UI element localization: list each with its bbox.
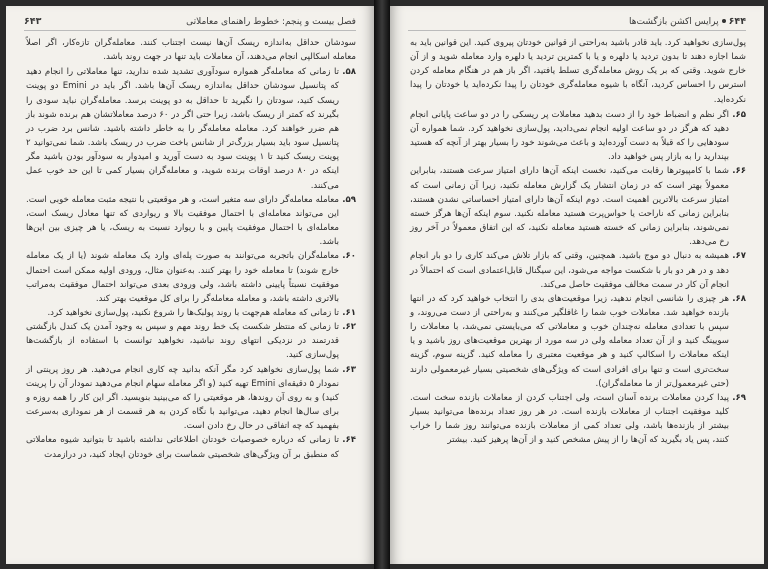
item-number: ۶۳. [342,364,356,375]
right-page-header [408,16,746,31]
list-item [410,249,746,291]
list-item [410,164,746,249]
right-header-title-text: پرایس اکشن بازگشت‌ها [629,17,719,27]
book-gutter [374,0,390,569]
list-item [410,391,746,448]
list-item [26,363,356,434]
item-number: ۶۶. [732,166,746,177]
item-text: تا زمانی که منتظر شکست یک خط روند مهم و سپس به وجود آمدن یک کندل بازگشتی قدرتمند در نزدیکی انتهای روند نباشید، نخواهید توانست با استفاده از بازگشت‌ها پول‌سازی کنید. [26,322,339,361]
item-number: ۵۸. [342,67,356,78]
left-intro-paragraph: سودشان حداقل به‌اندازه ریسک آن‌ها نیست اجتناب کنند. معامله‌گران تازه‌کار، اگر اصلاً معامله اسکالپی انجام می‌دهند، آن معاملات باید تنها در جهت روند باشد. [26,38,356,63]
left-header-title: فصل بیست و پنجم: خطوط راهنمای معاملاتی [186,17,356,27]
item-text: تا زمانی که معامله هم‌جهت با روند پولبک‌ها را شروع نکنید، پول‌سازی نخواهید کرد. [47,307,339,318]
list-item [26,65,356,192]
list-item [26,320,356,362]
item-text: شما پول‌سازی نخواهید کرد مگر آنکه بدانید چه کاری انجام می‌دهید. هر روز پرینتی از نمودار ۵ دقیقه‌ای Emini تهیه کنید (و اگر معامله سهام انجام می‌دهید نمودار آن را پرینت کنید) و به روی آن روندها، هر موقعیتی را که می‌بینید بنویسید. اگر این کار را همه روزه و برای سال‌ها انجام دهید، می‌توانید با نگاه کردن به هر قسمت از هر نموداری به‌سرعت بفهمید که چه اتفاقی در حال رخ دادن است. [26,364,339,432]
item-number: ۶۰. [342,251,356,262]
list-item [26,249,356,306]
item-text: پیدا کردن معاملات برنده آسان است، ولی اجتناب کردن از معاملات بازنده سخت است. کلید موفقیت اجتناب از معاملات بازنده است. در هر روز تعداد برنده‌ها می‌توانید بسیار بیشتر از بازنده‌ها باشد، ولی تعداد کمی از معاملات بازنده می‌توانند روز شما را خراب کنند، پس یاد بگیرید که آن‌ها را از پیش مشخص کنید و از آن‌ها پرهیز کنید. بیشتر [410,392,729,446]
list-item [26,193,356,250]
item-number: ۶۱. [342,307,356,318]
list-item [26,306,356,320]
list-item [410,108,746,165]
right-header-title [629,16,746,28]
item-number: ۶۹. [732,392,746,403]
item-text: تا زمانی که درباره خصوصیات خودتان اطلاعاتی نداشته باشید تا بتوانید شیوه معاملاتی که منطبق بر آن ویژگی‌های شخصیتی شماست برای خودتان ایجاد کنید، در درازمدت [26,435,339,460]
list-item [410,292,746,391]
item-text: معامله معامله‌گر دارای سه متغیر است، و هر موقعیتی با نتیجه مثبت معامله خوبی است. این می‌تواند معامله‌ای با احتمال موفقیت بالا و ریواردی که تنها معادل ریسک است، معامله‌ای با احتمال موفقیت پایین و با ریوارد نسبت به ریسک، یا هر چیزی بین این‌ها باشد. [26,194,339,248]
right-page [390,6,764,564]
item-number: ۶۷. [732,251,746,262]
right-intro-paragraph: پول‌سازی نخواهید کرد. باید قادر باشید به‌راحتی از قوانین خودتان پیروی کنید. این قوانین باید به شما اجازه دهند تا بدون تردید یا دلهره و یا با کمترین تردید یا دلهره وارد معامله شوید و از آن خارج شوید. وقتی که بر یک روش معامله‌گری تسلط یافتید، اگر باز هم در هنگام معامله کردن استرس را احساس کردید، آنگاه با شیوه معامله‌گری خودتان را پیدا نکرده‌اید یا خودتان را پیدا نکرده‌اید. [410,38,746,105]
left-page-body [26,36,356,556]
item-text: شما با کامپیوترها رقابت می‌کنید، نخست اینکه آن‌ها دارای امتیاز سرعت هستند، بنابراین معمولاً بهتر است که در زمان انتشار یک گزارش معامله نکنید، زیرا آن زمانی است که امتیاز سرعت بالاترین اهمیت است. دوم اینکه آن‌ها دارای امتیاز احساساتی نشدن هستند، بنابراین زمانی که ناراحت یا حواس‌پرت هستید معامله نکنید. سوم اینکه آن‌ها هرگز خسته نمی‌شوند، بنابراین زمانی که خسته هستید معامله نکنید، که این اتفاق معمولاً در آخر روز رخ می‌دهد. [410,166,729,248]
bullet-icon [722,19,726,23]
item-number: ۶۲. [342,322,356,333]
left-page-header [24,16,356,31]
left-page [6,6,374,564]
left-page-number: ۶۴۳ [24,16,42,27]
item-text: تا زمانی که معامله‌گر همواره سودآوری تشدید شده ندارید، تنها معاملاتی را انجام دهید که پتانسیل سودشان حداقل به‌اندازه ریسک آن‌ها باشد. اگر باید در Emini دو پوینت ریسک کنید، سودتان را نگیرید تا حداقل به دو پوینت برسد. معامله‌گران نباید سودی را بگیرند که کمتر از ریسک باشد، زیرا حتی اگر در ۶۰ درصد معاملاتشان هم برنده شوند باز هم ضرر خواهند کرد. معامله معامله‌گر را به خاطر داشته باشید. شانس برد ضرب در پتانسیل سود باید بسیار بزرگ‌تر از شانس باخت ضرب در ریسک باشد. شما نمی‌توانید ۲ پوینت ریسک کنید تا ۱ پوینت سود به دست آورید و امیدوار به سودآور بودن باشید مگر اینکه در ۸۰ درصد اوقات برنده شوید، و معامله‌گران بسیار کمی تا این حد خوب عمل می‌کنند. [26,67,340,191]
item-text: معامله‌گران باتجربه می‌توانند به صورت پله‌ای وارد یک معامله شوند (یا از یک معامله خارج شوند) تا معامله خود را بهتر کنند. به‌عنوان مثال، ورودی اولیه ممکن است احتمال موفقیت نسبتاً پایینی داشته باشد، ولی ورودی بعدی می‌تواند احتمال موفقیت به‌مراتب بالاتری داشته باشد، و معامله معامله‌گر را برای کل موقعیت بهتر کند. [26,251,339,304]
item-text: اگر نظم و انضباط خود را از دست بدهید معاملات پر ریسکی را در دو ساعت پایانی انجام دهید که هرگز در دو ساعت اولیه انجام نمی‌دادید، پول‌سازی نخواهید کرد. شما همواره آن سودهایی را که قبلاً به دست آورده‌اید و باعث می‌شوند خود را بسیار بهتر از آنچه که هستید بپندارید را به بازار پس خواهید داد. [410,109,729,163]
item-number: ۵۹. [342,194,356,205]
item-number: ۶۸. [732,293,746,304]
right-page-body [410,36,746,556]
right-page-number: ۶۴۴ [728,16,746,27]
item-number: ۶۵. [732,109,746,120]
item-text: هر چیزی را شانسی انجام ندهید، زیرا موقعیت‌های بدی را انتخاب خواهید کرد که در انتها بازنده خواهید شد. معاملات خوب شما را غافلگیر می‌کنند و به‌راحتی از دست می‌روند، و سپس با تعدادی معامله نه‌چندان خوب و معاملاتی که می‌بایستی نمی‌شد، با معاملات را سویینگ کنید و از آن تعداد معامله ولی در سه مورد از بهترین موقعیت‌های روز باشید و یا اینکه معاملات را اسکالپ کنید و هر موقعیت معتبری را معامله کنید. گزینه سوم، گزینه سخت‌تری است و تنها برای افرادی است که ویژگی‌های شخصیتی بسیار غیرمعمولی دارند (حتی غیرمعمول‌تر از ما معامله‌گران). [410,293,729,389]
item-number: ۶۴. [342,435,356,446]
item-text: همیشه به دنبال دو موج باشید. همچنین، وقتی که بازار تلاش می‌کند کاری را دو بار انجام دهد و در هر دو بار با شکست مواجه می‌شود، این سیگنال قابل‌اعتمادی است که احتمالاً در انجام آن کار در سمت مخالف موفقیت حاصل می‌کند. [410,251,729,290]
list-item [26,433,356,461]
